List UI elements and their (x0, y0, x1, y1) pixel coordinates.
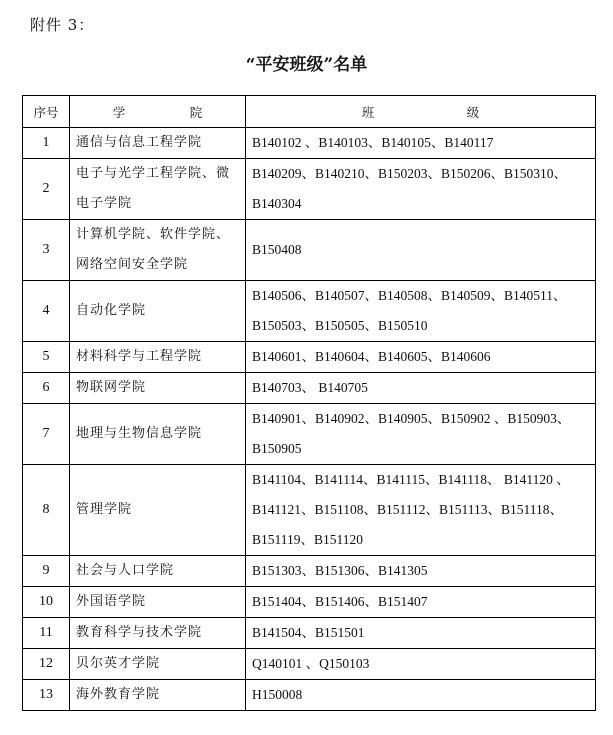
table-row (23, 342, 596, 373)
table-row (23, 220, 596, 281)
row-classes: B140703、 B140705 (246, 373, 596, 404)
row-number: 7 (23, 404, 70, 465)
row-school: 物联网学院 (70, 373, 246, 404)
row-number: 11 (23, 618, 70, 649)
row-number: 8 (23, 465, 70, 556)
row-classes: B140102 、B140103、B140105、B140117 (246, 128, 596, 159)
row-number: 3 (23, 220, 70, 281)
row-classes: B150408 (246, 220, 596, 281)
table-row (23, 159, 596, 220)
row-number: 5 (23, 342, 70, 373)
row-classes: H150008 (246, 680, 596, 711)
row-school: 地理与生物信息学院 (70, 404, 246, 465)
table-row (23, 404, 596, 465)
table-row (23, 373, 596, 404)
row-school: 外国语学院 (70, 587, 246, 618)
row-classes: B140506、B140507、B140508、B140509、B140511、B150503、B150505、B150510 (246, 281, 596, 342)
table-row (23, 128, 596, 159)
row-classes: B140209、B140210、B150203、B150206、B150310、B140304 (246, 159, 596, 220)
table-row (23, 680, 596, 711)
header-school: 学 院 (70, 96, 246, 128)
table-row (23, 587, 596, 618)
row-school: 管理学院 (70, 465, 246, 556)
table-row (23, 281, 596, 342)
row-school: 自动化学院 (70, 281, 246, 342)
row-number: 6 (23, 373, 70, 404)
row-school: 计算机学院、软件学院、网络空间安全学院 (70, 220, 246, 281)
row-school: 社会与人口学院 (70, 556, 246, 587)
attachment-label: 附件 3： (30, 16, 95, 34)
table-header-row (23, 96, 596, 128)
safe-class-table (22, 95, 596, 711)
row-classes: B151303、B151306、B141305 (246, 556, 596, 587)
row-school: 海外教育学院 (70, 680, 246, 711)
row-school: 贝尔英才学院 (70, 649, 246, 680)
document-title: “平安班级”名单 (245, 55, 368, 75)
table-row (23, 465, 596, 556)
row-number: 1 (23, 128, 70, 159)
row-number: 12 (23, 649, 70, 680)
row-number: 9 (23, 556, 70, 587)
row-classes: B140901、B140902、B140905、B150902 、B150903、B150905 (246, 404, 596, 465)
row-number: 13 (23, 680, 70, 711)
row-classes: B141104、B141114、B141115、B141118、 B141120 、B141121、B151108、B151112、B151113、B151118、B151119、B151120 (246, 465, 596, 556)
row-school: 通信与信息工程学院 (70, 128, 246, 159)
row-number: 10 (23, 587, 70, 618)
row-school: 电子与光学工程学院、微电子学院 (70, 159, 246, 220)
row-school: 材料科学与工程学院 (70, 342, 246, 373)
table-row (23, 556, 596, 587)
table-row (23, 649, 596, 680)
row-school: 教育科学与技术学院 (70, 618, 246, 649)
table-row (23, 618, 596, 649)
row-classes: Q140101 、Q150103 (246, 649, 596, 680)
row-number: 4 (23, 281, 70, 342)
row-number: 2 (23, 159, 70, 220)
header-classes: 班 级 (246, 96, 596, 128)
row-classes: B140601、B140604、B140605、B140606 (246, 342, 596, 373)
header-no: 序号 (23, 96, 70, 128)
row-classes: B151404、B151406、B151407 (246, 587, 596, 618)
row-classes: B141504、B151501 (246, 618, 596, 649)
